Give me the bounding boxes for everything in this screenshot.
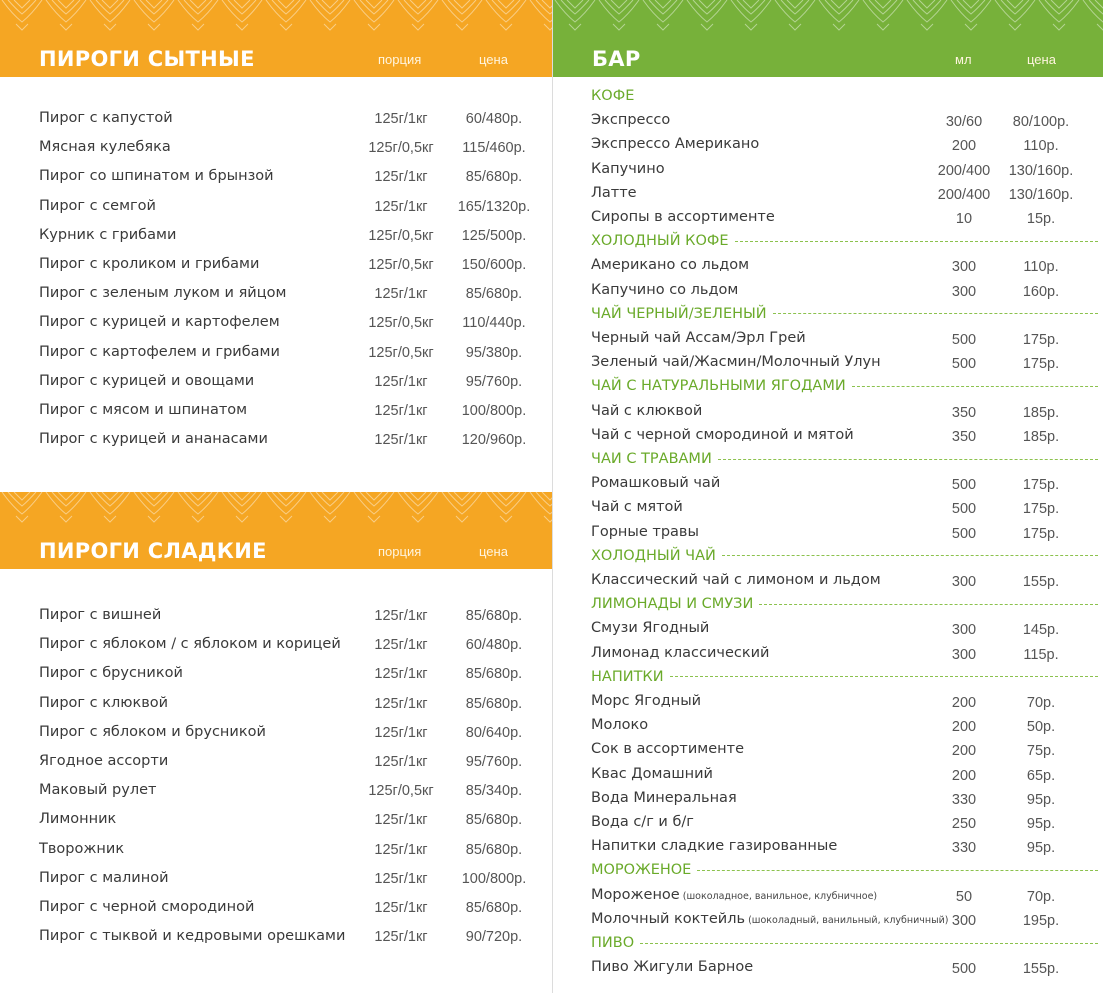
item-name-text: Пиво Жигули Барное	[591, 959, 754, 976]
item-name-text: Чай с черной смородиной и мятой	[591, 426, 854, 443]
bar-category	[591, 451, 1098, 467]
bar-item-name	[591, 790, 737, 806]
bar-item-ml: 200	[951, 138, 977, 155]
item-name-text: Вода с/г и б/г	[591, 814, 694, 830]
price-column-header: цена	[1027, 52, 1056, 67]
bar-category	[591, 862, 1098, 878]
ml-column-header: мл	[955, 52, 972, 67]
pie-portion: 125г/0,5кг	[368, 783, 434, 800]
pie-price: 85/680р.	[465, 812, 523, 829]
bar-item-ml: 500	[951, 477, 977, 494]
bar-item-ml: 500	[951, 525, 977, 542]
bar-item-price: 95р.	[1026, 791, 1056, 808]
bar-item-ml: 300	[951, 912, 977, 929]
category-label: КОФЕ	[591, 88, 635, 104]
bar-item-price: 110р.	[1023, 138, 1059, 155]
category-label: МОРОЖЕНОЕ	[591, 862, 692, 879]
bar-item-ml: 300	[951, 283, 977, 300]
item-name-text: Морс Ягодный	[591, 693, 702, 709]
bar-item-name	[591, 136, 759, 152]
bar-item-price: 175р.	[1022, 356, 1060, 373]
category-label: ЧАЙ С НАТУРАЛЬНЫМИ ЯГОДАМИ	[591, 378, 846, 395]
item-name-text: Молоко	[591, 717, 649, 734]
pie-portion: 125г/1кг	[374, 929, 428, 946]
bar-category	[591, 378, 1098, 394]
bar-item-name	[591, 524, 699, 540]
item-name-text: Мороженое	[591, 886, 680, 903]
bar-item-price: 75р.	[1026, 743, 1056, 760]
dashed-rule	[670, 676, 1098, 677]
bar-item-ml: 200	[951, 743, 977, 760]
pie-price: 95/380р.	[465, 344, 523, 361]
item-note: (шоколадный, ванильный, клубничный)	[745, 914, 949, 926]
pie-name: Пирог с яблоком и брусникой	[39, 723, 266, 740]
bar-item-price: 110р.	[1023, 259, 1059, 276]
pie-portion: 125г/0,5кг	[368, 344, 434, 361]
bar-category	[591, 88, 634, 104]
bar-item-name	[591, 766, 713, 782]
bar-item-ml: 200/400	[937, 162, 991, 179]
pie-price: 85/680р.	[465, 666, 523, 683]
bar-item-name	[591, 330, 806, 346]
pie-price: 100/800р.	[461, 870, 527, 887]
bar-item-name	[591, 814, 694, 830]
pie-portion: 125г/1кг	[374, 403, 428, 419]
pie-name: Пирог с клюквой	[39, 694, 169, 711]
category-label: НАПИТКИ	[591, 668, 664, 685]
item-name-text: Латте	[591, 184, 637, 201]
bar-item-name	[591, 717, 648, 733]
bar-item-name	[591, 499, 683, 515]
bar-category	[591, 548, 1098, 564]
pie-name: Пирог с капустой	[39, 110, 173, 126]
bar-item-price: 195р.	[1022, 912, 1060, 929]
price-column-header: цена	[479, 52, 508, 67]
item-name-text: Зеленый чай/Жасмин/Молочный Улун	[591, 354, 881, 371]
portion-column-header: порция	[378, 544, 422, 559]
item-name-text: Чай с мятой	[591, 499, 683, 516]
bar-category	[591, 306, 1098, 322]
item-name-text: Вода Минеральная	[591, 789, 737, 806]
sweet-pies-header	[0, 492, 552, 569]
bar-item-name	[591, 209, 775, 225]
pie-price: 95/760р.	[465, 373, 523, 390]
bar-item-price: 175р.	[1022, 477, 1060, 494]
bar-item-price: 175р.	[1022, 332, 1060, 348]
pie-portion: 125г/1кг	[374, 666, 428, 683]
bar-item-ml: 50	[955, 888, 973, 905]
bar-category	[591, 233, 1098, 249]
pie-price: 80/640р.	[465, 724, 523, 741]
item-name-text: Экспрессо Американо	[591, 136, 760, 153]
dashed-rule	[773, 313, 1098, 314]
bar-item-price: 160р.	[1022, 283, 1060, 300]
pie-name: Ягодное ассорти	[39, 753, 169, 769]
pie-portion: 125г/1кг	[374, 608, 428, 624]
bar-item-ml: 250	[951, 816, 977, 832]
bar-item-name	[591, 427, 854, 443]
item-note: (шоколадное, ванильное, клубничное)	[679, 890, 878, 902]
pie-name: Пирог с картофелем и грибами	[39, 343, 280, 360]
bar-item-price: 15р.	[1026, 211, 1056, 227]
pie-name: Пирог с тыквой и кедровыми орешками	[39, 928, 346, 945]
pie-price: 85/680р.	[465, 900, 523, 916]
dashed-rule	[722, 555, 1098, 556]
bar-item-name	[591, 282, 738, 298]
pie-name: Мясная кулебяка	[39, 139, 171, 156]
bar-item-ml: 330	[951, 791, 977, 808]
bar-item-ml: 500	[951, 332, 977, 348]
bar-item-price: 175р.	[1022, 501, 1060, 518]
pie-price: 115/460р.	[462, 140, 526, 157]
pie-price: 120/960р.	[461, 432, 527, 449]
pie-portion: 125г/0,5кг	[368, 257, 434, 273]
bar-item-ml: 500	[951, 356, 977, 373]
pie-name: Пирог с малиной	[39, 869, 169, 886]
bar-item-name	[591, 354, 881, 370]
pie-portion: 125г/1кг	[374, 900, 428, 916]
item-name-text: Капучино со льдом	[591, 281, 739, 298]
bar-item-ml: 200	[951, 695, 977, 711]
bar-item-ml: 500	[951, 961, 977, 978]
bar-item-name	[591, 620, 709, 636]
item-name-text: Смузи Ягодный	[591, 620, 710, 637]
item-name-text: Молочный коктейль	[591, 910, 746, 927]
dashed-rule	[852, 386, 1098, 387]
bar-category	[591, 596, 1098, 612]
dashed-rule	[759, 604, 1098, 605]
bar-item-ml: 350	[951, 404, 977, 421]
item-name-text: Чай с клюквой	[591, 402, 703, 419]
pie-name: Пирог с курицей и овощами	[39, 372, 255, 389]
pie-price: 60/480р.	[465, 111, 523, 127]
bar-item-name	[591, 741, 744, 757]
pie-name: Пирог с вишней	[39, 607, 162, 623]
price-column-header: цена	[479, 544, 508, 559]
bar-item-price: 155р.	[1022, 574, 1060, 590]
pie-name: Пирог с кроликом и грибами	[39, 256, 260, 272]
dashed-rule	[697, 870, 1098, 871]
bar-item-ml: 300	[951, 574, 977, 590]
pie-portion: 125г/1кг	[374, 754, 428, 770]
bar-item-ml: 300	[951, 646, 977, 663]
bar-item-name	[591, 838, 837, 854]
category-label: ЧАИ С ТРАВАМИ	[591, 451, 712, 467]
bar-item-ml: 10	[955, 211, 973, 227]
item-name-text: Черный чай Ассам/Эрл Грей	[591, 330, 806, 346]
pie-portion: 125г/1кг	[374, 870, 428, 887]
bar-item-ml: 500	[951, 501, 977, 518]
pie-price: 125/500р.	[461, 227, 527, 244]
dashed-rule	[640, 943, 1098, 944]
bar-item-ml: 350	[951, 428, 977, 445]
bar-item-price: 70р.	[1026, 695, 1056, 711]
bar-item-price: 130/160р.	[1008, 162, 1074, 179]
bar-item-price: 80/100р.	[1012, 114, 1070, 131]
portion-column-header: порция	[378, 52, 422, 67]
bar-item-ml: 300	[951, 622, 977, 639]
bar-item-price: 145р.	[1022, 622, 1060, 639]
bar-panel	[553, 0, 1103, 993]
pie-name: Лимонник	[39, 811, 117, 828]
bar-item-name	[591, 645, 769, 661]
bar-item-name	[591, 185, 637, 201]
section-title: ПИРОГИ СЫТНЫЕ	[39, 47, 255, 71]
item-name-text: Классический чай с лимоном и льдом	[591, 572, 881, 588]
pie-price: 150/600р.	[461, 257, 527, 273]
bar-item-name	[591, 161, 665, 177]
item-name-text: Ромашковый чай	[591, 475, 721, 492]
item-name-text: Лимонад классический	[591, 644, 770, 661]
bar-item-name	[591, 403, 702, 419]
bar-item-ml: 200	[951, 719, 977, 736]
section-title: БАР	[592, 47, 641, 71]
item-name-text: Напитки сладкие газированные	[591, 838, 838, 855]
pie-name: Пирог с черной смородиной	[39, 899, 255, 915]
bar-header	[553, 0, 1103, 77]
item-name-text: Американо со льдом	[591, 257, 750, 274]
pie-name: Пирог с курицей и картофелем	[39, 314, 280, 331]
bar-item-name	[591, 887, 877, 903]
bar-item-ml: 300	[951, 259, 977, 276]
savory-pies-header	[0, 0, 552, 77]
section-title: ПИРОГИ СЛАДКИЕ	[39, 539, 267, 563]
bar-item-name	[591, 475, 720, 491]
pie-price: 85/680р.	[465, 841, 523, 858]
pie-price: 85/340р.	[465, 783, 523, 800]
pie-name: Курник с грибами	[39, 226, 177, 243]
pie-name: Пирог со шпинатом и брынзой	[39, 168, 274, 185]
pie-price: 85/680р.	[465, 695, 523, 712]
bar-item-price: 130/160р.	[1008, 186, 1074, 203]
bar-item-name	[591, 572, 881, 588]
pie-portion: 125г/1кг	[374, 841, 428, 858]
pie-price: 165/1320р.	[457, 198, 531, 215]
pie-name: Творожник	[39, 840, 125, 857]
pie-name: Маковый рулет	[39, 782, 157, 799]
pie-price: 85/680р.	[465, 169, 523, 186]
pie-price: 95/760р.	[465, 754, 523, 770]
dashed-rule	[718, 459, 1098, 460]
bar-item-name	[591, 112, 670, 128]
pie-price: 90/720р.	[465, 929, 523, 946]
item-name-text: Сок в ассортименте	[591, 741, 745, 758]
pie-price: 110/440р.	[462, 315, 526, 332]
bar-item-ml: 30/60	[945, 114, 983, 131]
bar-item-price: 175р.	[1022, 525, 1060, 542]
category-label: ХОЛОДНЫЙ КОФЕ	[591, 233, 729, 250]
pie-portion: 125г/1кг	[374, 286, 428, 303]
category-label: ХОЛОДНЫЙ ЧАЙ	[591, 547, 716, 564]
item-name-text: Горные травы	[591, 523, 699, 540]
bar-item-price: 65р.	[1026, 767, 1056, 784]
item-name-text: Капучино	[591, 160, 665, 177]
pie-portion: 125г/1кг	[374, 637, 428, 654]
pie-name: Пирог с яблоком / с яблоком и корицей	[39, 636, 341, 653]
bar-item-ml: 200/400	[937, 186, 991, 203]
pie-portion: 125г/1кг	[374, 169, 428, 186]
pie-name: Пирог с мясом и шпинатом	[39, 402, 248, 418]
bar-category	[591, 669, 1098, 685]
dashed-rule	[735, 241, 1098, 242]
pie-price: 60/480р.	[465, 637, 523, 654]
bar-item-name	[591, 911, 949, 927]
category-label: ЧАЙ ЧЕРНЫЙ/ЗЕЛЕНЫЙ	[591, 305, 767, 322]
pie-price: 85/680р.	[465, 286, 523, 303]
bar-item-price: 185р.	[1022, 428, 1060, 445]
bar-item-price: 50р.	[1026, 719, 1056, 736]
bar-item-price: 155р.	[1022, 961, 1060, 978]
bar-item-price: 95р.	[1026, 840, 1056, 857]
category-label: ПИВО	[591, 935, 635, 951]
category-label: ЛИМОНАДЫ И СМУЗИ	[591, 596, 754, 613]
pie-portion: 125г/0,5кг	[368, 227, 434, 244]
bar-item-price: 70р.	[1026, 888, 1056, 905]
pie-portion: 125г/1кг	[374, 111, 428, 127]
pie-portion: 125г/0,5кг	[368, 315, 434, 332]
pie-portion: 125г/1кг	[374, 724, 428, 741]
pie-portion: 125г/0,5кг	[368, 140, 434, 157]
bar-item-ml: 200	[951, 767, 977, 784]
bar-item-price: 115р.	[1023, 646, 1059, 663]
pie-name: Пирог с брусникой	[39, 665, 183, 682]
item-name-text: Квас Домашний	[591, 765, 713, 782]
pie-price: 85/680р.	[465, 608, 523, 624]
bar-item-price: 185р.	[1022, 404, 1060, 421]
pie-price: 100/800р.	[461, 403, 527, 419]
pie-portion: 125г/1кг	[374, 432, 428, 449]
pie-portion: 125г/1кг	[374, 373, 428, 390]
pie-name: Пирог с зеленым луком и яйцом	[39, 285, 287, 302]
bar-item-ml: 330	[951, 840, 977, 857]
pie-name: Пирог с курицей и ананасами	[39, 431, 268, 448]
pie-portion: 125г/1кг	[374, 695, 428, 712]
item-name-text: Сиропы в ассортименте	[591, 209, 775, 225]
bar-item-name	[591, 693, 701, 709]
pie-portion: 125г/1кг	[374, 198, 428, 215]
bar-item-price: 95р.	[1026, 816, 1056, 832]
bar-category	[591, 935, 1098, 951]
bar-item-name	[591, 959, 753, 975]
pie-name: Пирог с семгой	[39, 197, 156, 214]
bar-item-name	[591, 257, 749, 273]
item-name-text: Экспрессо	[591, 112, 671, 129]
pie-portion: 125г/1кг	[374, 812, 428, 829]
